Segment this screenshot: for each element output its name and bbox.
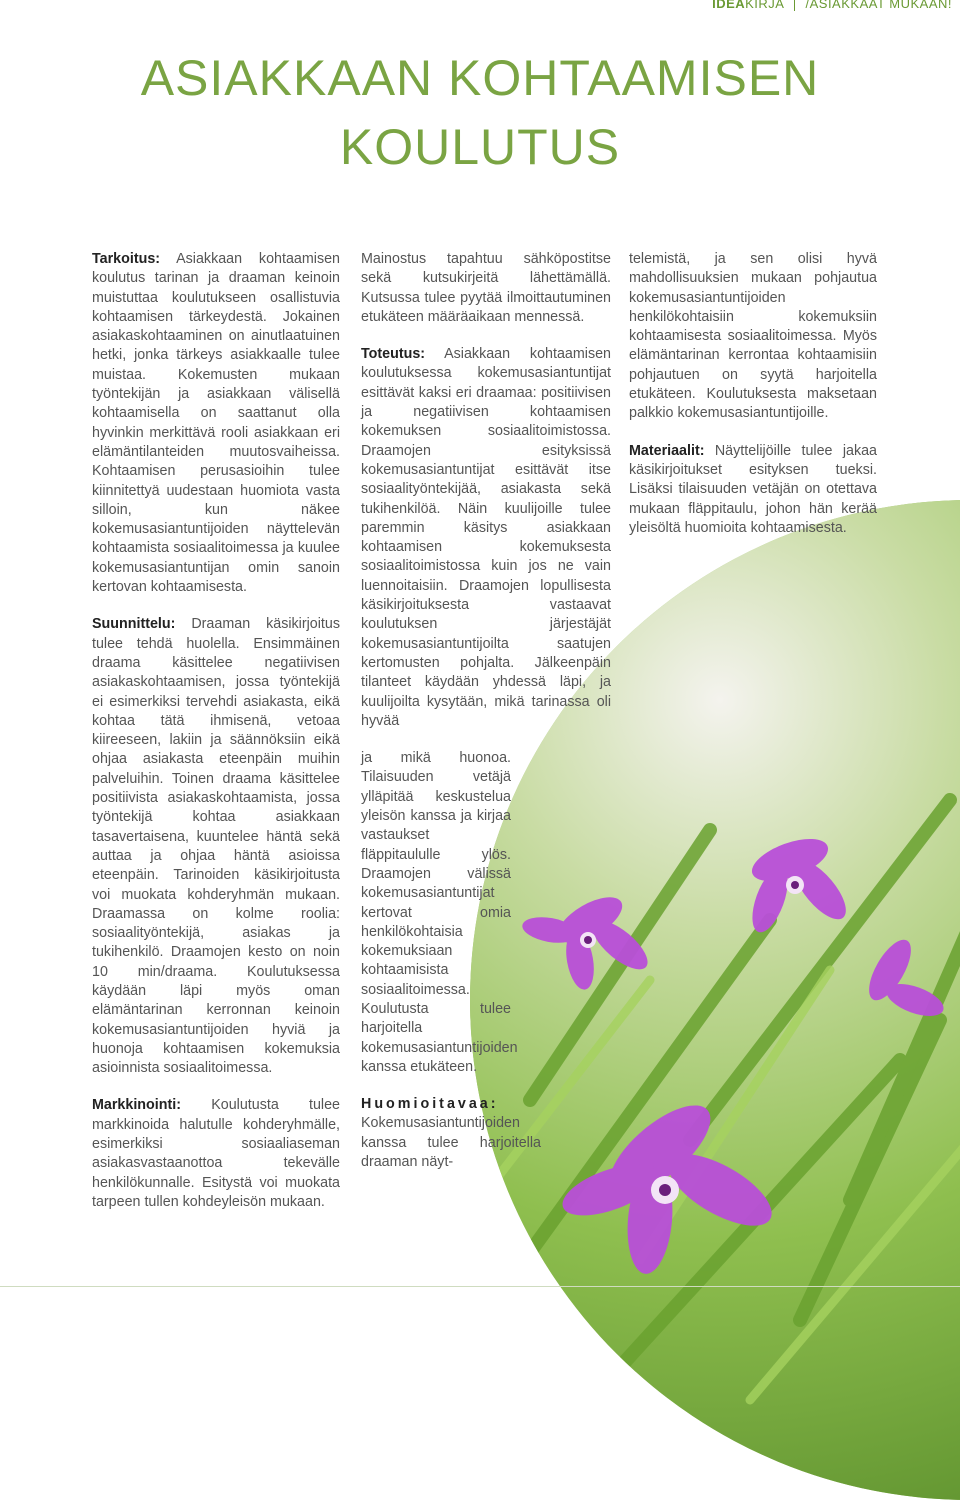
materiaalit-heading: Materiaalit: bbox=[629, 442, 705, 459]
toteutus-text-a: Asiakkaan kohtaamisen koulutuksessa kokemusasiantuntijat esittävät kaksi eri draamaa: positiivisen ja negatiivisen kohtaamisen kokemuksen sosiaalitoimistossa. Draamojen esityksissä kokemusasiantuntijat esittävät itse sosiaalityöntekijää, asiakasta sekä tukihenkilöä. Näin kuulijoille tulee paremmin käsitys asiakkaan kohtaamisen kokemuksesta sosiaalitoimistossa kuin jos ne vain luennoitaisiin. Draamojen lopullisesta käsikirjoituksesta vastaavat koulutuksen järjestäjät kokemusasiantuntijoilta saatujen kertomusten pohjalta. Jälkeenpäin tilanteet käydään yhdessä läpi, ja kuulijoilta kysytään, mikä tarinassa oli hyvää bbox=[361, 346, 611, 729]
column-1 bbox=[92, 250, 340, 1230]
suunnittelu-text: Draaman käsikirjoitus tulee tehdä huolella. Ensimmäinen draama käsittelee negatiivisen asiakaskohtaamisen, jossa työntekijä ei esimerkiksi tervehdi asiakasta, eikä kohtaa tätä ihmisenä, vetoaa kiireeseen, lakiin ja säännöksiin eikä ohjaa asiakasta eteenpäin muihin palveluihin. Toinen draama käsittelee positiivista asiakaskohtaamista, jossa työntekijä kohtaa asiakkaan tasavertaisena, kuuntelee häntä sekä auttaa ja ohjaa häntä asioissa eteenpäin. Tarinoiden käsikirjoitusta voi muokata kohderyhmän mukaan. Draamassa on kolme roolia: sosiaalityöntekijä, asiakas ja tukihenkilö. Draamojen kesto on noin 10 min/draama. Koulutuksessa käydään läpi myös oman elämäntarinan kerronnan keinoin kokemusasiantuntijoiden hyviä ja huonoja kohtaamisen kokemuksia asioinnista sosiaalitoimessa. bbox=[92, 616, 340, 1077]
materiaalit-text: Näyttelijöille tulee jakaa käsikirjoitukset esityksen tueksi. Lisäksi tilaisuuden vetäjän on otettava mukaan fläppitaulu, johon hän kerää yleisöltä huomioita kohtaamisesta. bbox=[629, 442, 877, 536]
huomioitavaa-heading: Huomioitavaa: bbox=[361, 1096, 499, 1113]
section-suunnittelu bbox=[92, 615, 340, 1078]
huomioitavaa-text-b: telemistä, ja sen olisi hyvä mahdollisuuksien mukaan pohjautua kokemusasiantuntijoiden henkilökohtaisiin kokemuksiin kohtaamisesta sosiaalitoimessa. Myös elämäntarinan kerrontaa kohtaamisiin pohjautuen on syytä harjoitella etukäteen. Koulutuksesta maksetaan palkkio kokemusasiantuntijoille. bbox=[629, 251, 877, 422]
section-markkinointi bbox=[92, 1096, 340, 1212]
page-title-line-1: ASIAKKAAN KOHTAAMISEN bbox=[140, 50, 820, 106]
section-huomioitavaa bbox=[361, 1095, 541, 1172]
page-title-line-2: KOULUTUS bbox=[339, 119, 621, 175]
markkinointi-heading: Markkinointi: bbox=[92, 1097, 181, 1114]
markkinointi-text: Koulutusta tulee markkinoida halutulle kohderyhmälle, esimerkiksi sosiaaliaseman asiakasvastaanottoa tekevälle henkilökunnalle. Esitystä voi muokata tarpeen tullen kohdeyleisön mukaan. bbox=[92, 1097, 340, 1210]
tarkoitus-text: Asiakkaan kohtaamisen koulutus tarinan ja draaman keinoin muistuttaa koulutukseen osallistuvia kohtaamisen tärkeydestä. Jokainen asiakaskohtaaminen on ainutlaatuinen hetki, jonka tärkeys asiakkaalle tulee muistaa. Kokemusten mukaan työntekijän ja asiakkaan välisellä kohtaamisella on saattanut olla hyvinkin merkittävä rooli asiakkaan eri elämäntilanteiden muutosvaiheissa. Kohtaamisen perusasioihin tulee kiinnitettyä uudestaan huomiota vasta silloin, kun näkee kokemusasiantuntijoiden näyttelevän kohtaamista sosiaalitoimessa ja kuulee kokemusasiantuntijan omin sanoin kertovan kohtaamisesta. bbox=[92, 251, 340, 596]
toteutus-heading: Toteutus: bbox=[361, 346, 426, 363]
toteutus-text-b: ja mikä huonoa. Tilaisuuden vetäjä ylläpitää keskustelua yleisön kanssa ja kirjaa vastaukset fläppitaululle ylös. Draamojen välissä kokemusasiantuntijat kertovat omia henkilökohtaisia kokemuksiaan kohtaamisista sosiaalitoimessa. Koulutusta tulee harjoitella kokemusasiantuntijoiden kanssa etukäteen. bbox=[361, 750, 518, 1075]
section-toteutus bbox=[361, 345, 611, 731]
section-name: KIRJA bbox=[745, 0, 785, 11]
section-materiaalit bbox=[629, 442, 877, 538]
footer-divider bbox=[0, 1286, 960, 1287]
mainostus-text: Mainostus tapahtuu sähköpostitse sekä kutsukirjeitä lähettämällä. Kutsussa tulee pyytää ilmoittautuminen etukäteen määräaikaan mennessä. bbox=[361, 251, 611, 325]
header-separator bbox=[794, 0, 795, 11]
subsection-name: /ASIAKKAAT MUKAAN! bbox=[805, 0, 952, 11]
huomioitavaa-text-a: Kokemusasiantuntijoiden kanssa tulee harjoitella draaman näyt- bbox=[361, 1115, 541, 1171]
tarkoitus-heading: Tarkoitus: bbox=[92, 251, 161, 267]
running-header bbox=[704, 0, 960, 14]
column-2 bbox=[361, 250, 611, 1190]
column-3 bbox=[629, 250, 877, 556]
section-tarkoitus bbox=[92, 250, 340, 597]
suunnittelu-heading: Suunnittelu: bbox=[92, 616, 176, 633]
section-name-bold: IDEA bbox=[712, 0, 746, 11]
